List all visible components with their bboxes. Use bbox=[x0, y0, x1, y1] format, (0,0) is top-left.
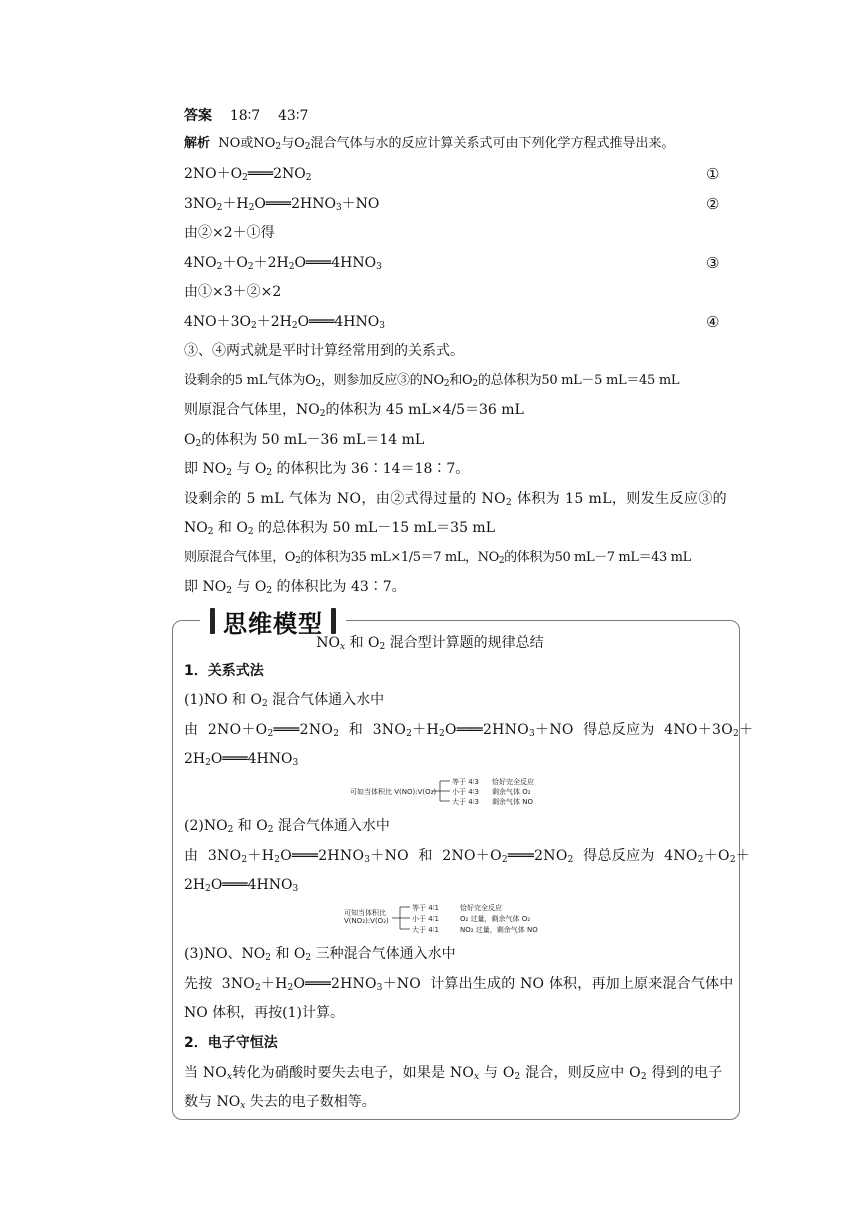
ratio-diagram-1: 可如当体积比 V(NO):V(O₂) 等于 4∶3 恰好完全反应 小于 4∶3 剩余气体 O₂ 大于 4∶3 剩余气体 NO bbox=[350, 778, 534, 806]
diagram2-lead-1: 可知当体积比 bbox=[344, 909, 386, 917]
answer-value-2: 43∶7 bbox=[278, 108, 309, 124]
equation-2: $3NO_2+H_2O═══2HNO_3+NO$ bbox=[184, 196, 380, 213]
m1-case1-text: 由 $2NO+O_2═══2NO_2$ 和 $3NO_2+H_2O═══2HNO_3+NO$ 得总反应为 $4NO+3O_2+$ bbox=[184, 722, 754, 739]
answer-line bbox=[184, 106, 308, 126]
m1-case3-line1: 先按 $3NO_2+H_2O═══2HNO_3+NO$ 计算出生成的 NO 体积，再加上原来混合气体中 bbox=[184, 976, 734, 993]
tab-bar-left bbox=[210, 608, 215, 634]
case2-line4: 即 $NO_2$ 与 $O_2$ 的体积比为 43∶7。 bbox=[184, 579, 406, 596]
model-subtitle: $NO_x$ 和 $O_2$ 混合型计算题的规律总结 bbox=[316, 635, 544, 652]
diagram1-lead: 可如当体积比 V(NO):V(O₂) bbox=[350, 788, 437, 796]
m1-case2-text-cont: $2H_2O═══4HNO_3$ bbox=[184, 877, 299, 894]
answer-value-1: 18∶7 bbox=[229, 108, 261, 124]
m1-case1-title: (1)NO 和 $O_2$ 混合气体通入水中 bbox=[184, 692, 385, 709]
thinking-model-title: 思维模型 bbox=[223, 609, 323, 638]
diagram2-lead-2: V(NO₂):V(O₂) bbox=[344, 917, 389, 925]
equation-3-mark: ③ bbox=[706, 254, 720, 272]
case1-line4: 即 $NO_2$ 与 $O_2$ 的体积比为 36∶14＝18∶7。 bbox=[184, 461, 470, 478]
equation-1: $2NO+O_2═══2NO_2$ bbox=[184, 166, 312, 183]
case2-line1: 设剩余的 5 mL 气体为 NO，由②式得过量的 $NO_2$ 体积为 15 mL，则发生反应③的 bbox=[184, 491, 728, 508]
m1-case3-title: (3)NO、$NO_2$ 和 $O_2$ 三种混合气体通入水中 bbox=[184, 946, 456, 963]
m1-case1-text-cont: $2H_2O═══4HNO_3$ bbox=[184, 751, 299, 768]
equation-4: $4NO+3O_2+2H_2O═══4HNO_3$ bbox=[184, 314, 385, 331]
equation-4-mark: ④ bbox=[706, 313, 720, 331]
analysis-intro: 解析 NO或$NO_2$与$O_2$混合气体与水的反应计算关系式可由下列化学方程式推导出来。 bbox=[184, 136, 675, 152]
method1-title: 1．关系式法 bbox=[184, 663, 264, 679]
equation-3: $4NO_2+O_2+2H_2O═══4HNO_3$ bbox=[184, 255, 382, 272]
answer-label: 答案 bbox=[184, 108, 212, 124]
step-1: 由②×2＋①得 bbox=[184, 225, 275, 241]
m2-line1: 当 $NO_x$转化为硝酸时要失去电子，如果是 $NO_x$ 与 $O_2$ 混合，则反应中 $O_2$ 得到的电子 bbox=[184, 1065, 723, 1082]
case2-line3: 则原混合气体里，$O_2$的体积为35 mL×1/5＝7 mL，$NO_2$的体积为50 mL－7 mL＝43 mL bbox=[184, 550, 691, 566]
step-2: 由①×3＋②×2 bbox=[184, 284, 282, 300]
case1-line2: 则原混合气体里，$NO_2$的体积为 45 mL×4/5＝36 mL bbox=[184, 402, 524, 419]
tab-bar-right bbox=[331, 608, 336, 634]
analysis-label: 解析 bbox=[184, 136, 211, 151]
m1-case2-text: 由 $3NO_2+H_2O═══2HNO_3+NO$ 和 $2NO+O_2═══2NO_2$ 得总反应为 $4NO_2+O_2+$ bbox=[184, 848, 751, 865]
ratio-diagram-2: 可知当体积比 V(NO₂):V(O₂) 等于 4∶1 恰好完全反应 小于 4∶1 O₂ 过量，剩余气体 O₂ 大于 4∶1 NO₂ 过量，剩余气体 NO bbox=[344, 904, 538, 934]
m1-case2-title: $(2)NO_2$ 和 $O_2$ 混合气体通入水中 bbox=[184, 818, 390, 835]
case1-line1: 设剩余的5 mL气体为$O_2$，则参加反应③的$NO_2$和$O_2$的总体积为50 mL－5 mL＝45 mL bbox=[184, 373, 680, 389]
note-line: ③、④两式就是平时计算经常用到的关系式。 bbox=[184, 343, 464, 359]
case2-line2: $NO_2$ 和 $O_2$ 的总体积为 50 mL－15 mL＝35 mL bbox=[184, 520, 496, 537]
method2-title: 2．电子守恒法 bbox=[184, 1035, 278, 1051]
m1-case3-line2: NO 体积，再按(1)计算。 bbox=[184, 1005, 345, 1021]
equation-1-mark: ① bbox=[706, 165, 720, 183]
equation-2-mark: ② bbox=[706, 195, 720, 213]
case1-line3: $O_2$的体积为 50 mL－36 mL＝14 mL bbox=[184, 432, 425, 449]
m2-line2: 数与 $NO_x$ 失去的电子数相等。 bbox=[184, 1094, 376, 1111]
